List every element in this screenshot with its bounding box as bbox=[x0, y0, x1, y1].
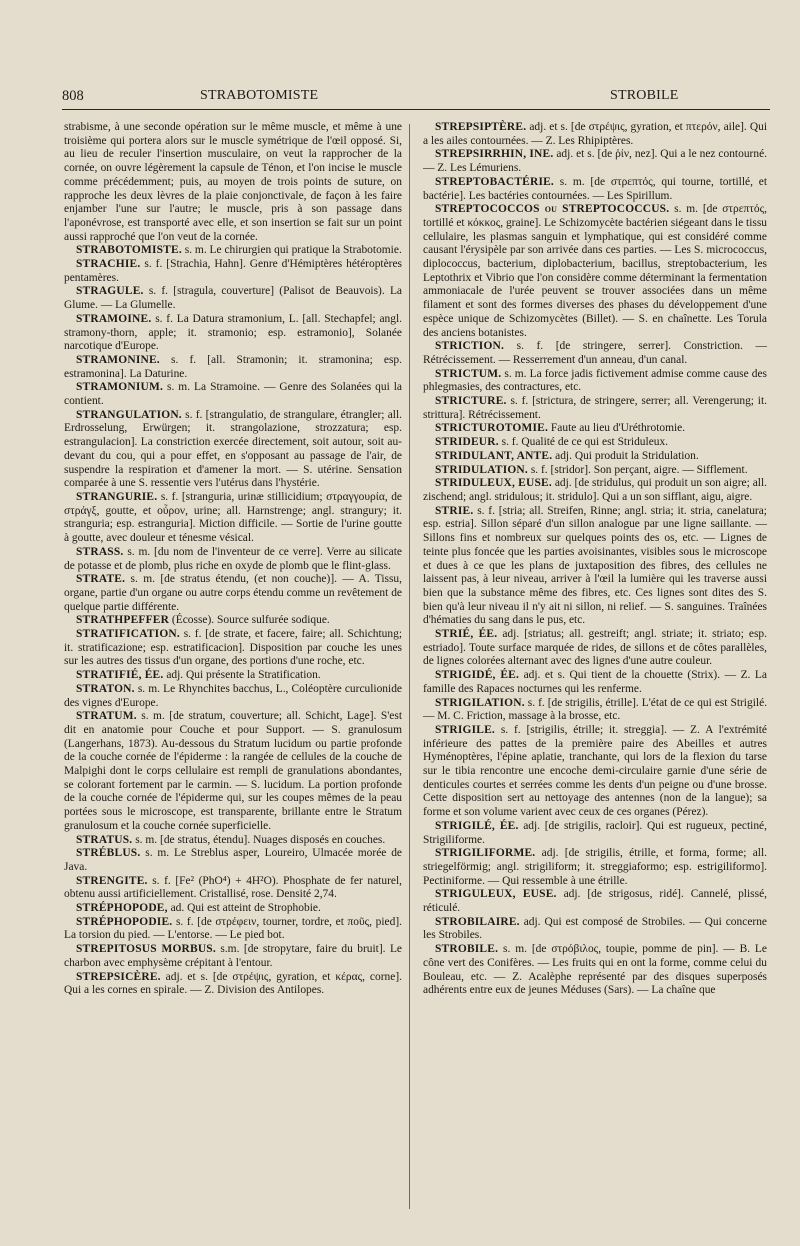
dictionary-entry bbox=[423, 340, 767, 367]
entry-text: (Écosse). Source sulfurée sodique. bbox=[171, 614, 330, 627]
dictionary-entry bbox=[423, 505, 767, 628]
entry-headword: STRAGULE. bbox=[76, 285, 144, 298]
entry-text: s. f. [strigilis, étrille; it. streggia]. — Z. A l'extrémité inférieure des pattes de la première paire des Abeilles et autres Hyménoptères, l'épine aplatie, tranchante, qui lors de la flexion du tarse sur le tibia rencontre une encoche demi-circulaire garnie d'une série de denticules courtes et serrées comme les dents d'un peigne ou d'une brosse. Cette disposition sert au nettoyage des antennes (non de la langue); sa forme et son volume varient avec ceux de ces organes (Pérez). bbox=[423, 723, 768, 819]
entry-text: adj. Qui présente la Stratification. bbox=[166, 669, 321, 682]
dictionary-entry bbox=[64, 409, 402, 491]
dictionary-entry bbox=[64, 121, 402, 244]
entry-text: s. f. [stria; all. Streifen, Rinne; angl. stria; it. stria, canelatura; esp. estria]. Sillon séparé d'un sillon analogue par une ligne saillante. — Sillons fins et nombreux sur quelques points des os, etc. — Lignes de teinte plus foncée que les parties avoisinantes, visibles sous le microscope et dues à ce que les plans de juxtaposition des fibres, des cellules ne laissent pas, à leur niveau, arriver à l'œil la lumière qui les traverse aussi bien que la substance même des fibres, etc. Ces lignes sont dites des S. bien qu'à leur niveau il n'y ait ni sillon, ni relief. — S. sanguines. Traînées d'hématies du sang dans le pus, etc. bbox=[423, 504, 767, 627]
dictionary-entry bbox=[423, 176, 767, 203]
entry-text: s. f. [Fe² (PhO⁴) + 4H²O). Phosphate de fer naturel, obtenu aussi artificiellement. Cristallisé, rose. Densité 2,74. bbox=[64, 874, 402, 901]
entry-headword: STRIGILIFORME. bbox=[435, 847, 536, 860]
right-column bbox=[423, 121, 767, 998]
entry-text: s. m. [du nom de l'inventeur de ce verre]. Verre au silicate de potasse et de plomb, plus riche en oxyde de plomb que le flint-glass. bbox=[64, 545, 402, 572]
dictionary-entry bbox=[64, 244, 402, 258]
entry-headword: STRENGITE. bbox=[76, 874, 148, 887]
entry-headword: STRICTURE. bbox=[435, 395, 507, 408]
dictionary-entry bbox=[64, 943, 402, 970]
dictionary-entry bbox=[64, 683, 402, 710]
entry-headword: STRIDEUR. bbox=[435, 436, 499, 449]
entry-headword: STRATON. bbox=[76, 682, 135, 695]
entry-text: s. f. [stragula, couverture] (Palisot de Beauvois). La Glume. — La Glumelle. bbox=[64, 285, 403, 312]
entry-headword: STRANGULATION. bbox=[76, 408, 182, 421]
dictionary-entry bbox=[423, 724, 767, 820]
dictionary-entry bbox=[64, 381, 402, 408]
entry-headword: STRIGIDÉ, ÉE. bbox=[435, 669, 520, 682]
entry-headword: STRABOTOMISTE. bbox=[76, 244, 182, 257]
dictionary-entry bbox=[64, 834, 402, 848]
entry-headword: STRIGILATION. bbox=[435, 696, 525, 709]
entry-headword: STREPSICÈRE. bbox=[76, 970, 161, 983]
running-head-left: STRABOTOMISTE bbox=[200, 88, 319, 103]
entry-headword: STRAMOINE. bbox=[76, 312, 152, 325]
dictionary-entry bbox=[423, 820, 767, 847]
entry-text: s. m. La force jadis fictivement admise comme cause des phlegmasies, des contractures, etc. bbox=[423, 367, 768, 394]
entry-headword: STRATIFIÉ, ÉE. bbox=[76, 669, 164, 682]
entry-headword: STRAMONINE. bbox=[76, 353, 160, 366]
entry-text: adj. [de strigilis, étrille, et forma, forme; all. striegelförmig; angl. strigiliform; it. streggiaformo; esp. estrigiliformo]. Pectiniforme. — Qui ressemble à une étrille. bbox=[423, 847, 767, 887]
entry-headword: STRATIFICATION. bbox=[76, 628, 180, 641]
entry-text: s. m. Le Rhynchites bacchus, L., Coléoptère curculionide des vignes d'Europe. bbox=[64, 682, 402, 709]
entry-text: s. m. [de στρεπτός, tortillé et κόκκος, graine]. Le Schizomycète bactérien siégeant dans le tissu cellulaire, les plasmas sanguin et lymphatique, qui est considéré comme causant l'érysipèle par son arrivée dans ces parties. — Les S. micrococcus, diplococcus, bacterium, diplobacterium, bacillus, streptobacterium, les Leptothrix et Vibrio que l'on considère comme déterminant la fermentation ammoniacale de l'urée peuvent se trouver associées dans un même filament et sont des formes diverses des phases du développement d'une espèce unique de Schizomycètes (Billet). — S. en chaînette. Les Torula des anciens botanistes. bbox=[423, 203, 768, 339]
entry-text: s. f. [strangulatio, de strangulare, étrangler; all. Erdrosselung, Erwürgen; it. strangolazione, strozzatura; esp. estrangulacion]. La constriction exercée directement, soit autour, soit au-devant du cou, qui a pour effet, en s'opposant au passage de l'air, de suspendre la respiration et d'amener la mort. — S. utérine. Sensation comparée à une S. ressentie vers l'utérus dans l'hystérie. bbox=[64, 408, 403, 490]
entry-text: adj. Qui produit la Stridulation. bbox=[555, 449, 699, 462]
entry-text: adj. Qui est composé de Strobiles. — Qui concerne les Strobiles. bbox=[423, 915, 768, 942]
entry-text: s. f. [stranguria, urinæ stillicidium; στραγγουρία, de στράγξ, goutte, et οὖρον, urine; all. Harnstrenge; angl. strangury; it. stranguria; esp. estranguria]. Miction difficile. — Sortie de l'urine goutte à goutte, avec douleur et ténesme vésical. bbox=[64, 490, 402, 545]
entry-headword: STRIDULEUX, EUSE. bbox=[435, 477, 552, 490]
dictionary-entry bbox=[423, 464, 767, 478]
entry-text: s. m. [de stratum, couverture; all. Schicht, Lage]. S'est dit en anatomie pour Couche et pour Support. — S. granulosum (Langerhans, 1873). Au-dessous du Stratum lucidum ou partie profonde de la couche cornée de l'épiderme : la rangée de cellules de la couche de Malpighi dont le corps cellulaire est rempli de granulations abondantes, se colorant fortement par le carmin. — S. lucidum. La portion profonde de la couche cornée de l'épiderme qui, sur les coupes mêmes de la peau portées sous le microscope, est transparente, brillante entre le Stratum granulosum et la couche cornée superficielle. bbox=[64, 710, 403, 832]
entry-headword: STREPTOBACTÉRIE. bbox=[435, 175, 554, 188]
entry-headword: STROBILE. bbox=[435, 943, 499, 956]
dictionary-entry bbox=[423, 450, 767, 464]
column-divider bbox=[409, 124, 410, 1209]
entry-headword: STRIDULANT, ANTE. bbox=[435, 449, 553, 462]
entry-headword: STRATHPEFFER bbox=[76, 614, 170, 627]
dictionary-entry bbox=[64, 258, 402, 285]
dictionary-entry bbox=[64, 313, 402, 354]
entry-text: s. m. [de στρόβιλος, toupie, pomme de pin]. — B. Le cône vert des Conifères. — Les fruits qui en ont la forme, comme celui du Bouleau, etc. — Z. Acalèphe représenté par des disques superposés adhérents entre eux de jeunes Méduses (Sars). — La chaîne que bbox=[423, 943, 767, 997]
dictionary-entry bbox=[423, 148, 767, 175]
entry-text: Faute au lieu d'Uréthrotomie. bbox=[550, 422, 686, 435]
entry-text: adj. et s. [de στρέψις, gyration, et πτερόν, aile]. Qui a les ailes contournées. — Z. Les Rhipiptères. bbox=[423, 121, 767, 147]
dictionary-entry bbox=[423, 422, 767, 436]
dictionary-entry bbox=[423, 203, 767, 340]
entry-text: s. m. [de stratus, étendu]. Nuages disposés en couches. bbox=[135, 833, 386, 846]
dictionary-entry bbox=[423, 368, 767, 395]
entry-text: adj. [de strigilis, racloir]. Qui est rugueux, pectiné, Strigiliforme. bbox=[423, 819, 767, 846]
entry-headword: STRICTUM. bbox=[435, 367, 502, 380]
entry-headword: STRIDULATION. bbox=[435, 463, 528, 476]
dictionary-entry bbox=[423, 916, 767, 943]
entry-text: adj. [de strigosus, ridé]. Cannelé, plissé, réticulé. bbox=[423, 888, 768, 915]
entry-headword: STREPTOCOCCOS ou STREPTOCOCCUS. bbox=[435, 203, 670, 216]
dictionary-entry bbox=[423, 628, 767, 669]
entry-headword: STRATE. bbox=[76, 573, 126, 586]
entry-text: s. m. [de stratus étendu, (et non couche)]. — A. Tissu, organe, partie d'un organe ou autre corps étendu comme un revêtement de quelque partie différente. bbox=[64, 573, 403, 613]
header-rule bbox=[62, 109, 770, 110]
dictionary-entry bbox=[423, 697, 767, 724]
dictionary-entry bbox=[423, 943, 767, 998]
dictionary-entry bbox=[423, 888, 767, 915]
entry-headword: STRÉPHOPODIE. bbox=[76, 915, 173, 928]
entry-headword: STRICTUROTOMIE. bbox=[435, 422, 549, 435]
page-number: 808 bbox=[62, 88, 84, 104]
entry-headword: STRANGURIE. bbox=[76, 490, 158, 503]
entry-text: s. m. Le chirurgien qui pratique la Strabotomie. bbox=[184, 244, 402, 257]
entry-text: s. m. Le Streblus asper, Loureiro, Ulmacée morée de Java. bbox=[64, 847, 402, 873]
entry-text: s. f. [de στρέφειν, tourner, tordre, et ποῦς, pied]. La torsion du pied. — L'entorse. — Le pied bot. bbox=[64, 915, 403, 942]
entry-headword: STRIE. bbox=[435, 504, 474, 517]
entry-headword: STREPSIPTÈRE. bbox=[435, 121, 527, 133]
entry-text: strabisme, à une seconde opération sur le même muscle, et même à une troisième qui portera alors sur le muscle symétrique de l'œil opposé. Si, au lieu de reculer l'insertion musculaire, on veut la rapprocher de la cornée, on ouvre légèrement la capsule de Ténon, et l'on incise le muscle comme précédemment; puis, au moyen de trois points de suture, on rapproche les deux lèvres de la plaie conjonctivale, de façon à les faire enjamber l'une sur l'autre; le muscle, pris à son passage dans l'aponévrose, est transporté avec elle, et son insertion se fait sur un point aussi rapproché que l'on veut de la cornée. bbox=[64, 121, 402, 243]
entry-text: s. f. La Datura stramonium, L. [all. Stechapfel; angl. stramony-thorn, apple; it. stramonio; esp. estramonio], Solanée narcotique d'Europe. bbox=[64, 312, 402, 353]
dictionary-entry bbox=[64, 971, 402, 998]
entry-text: s. f. [strictura, de stringere, serrer; all. Verengerung; it. strittura]. Rétrécissement. bbox=[423, 395, 768, 421]
dictionary-entry bbox=[423, 477, 767, 504]
entry-headword: STREPSIRRHIN, INE. bbox=[435, 148, 554, 161]
entry-text: s. m. La Stramoine. — Genre des Solanées qui la contient. bbox=[64, 381, 402, 408]
entry-headword: STRIGULEUX, EUSE. bbox=[435, 888, 557, 901]
entry-headword: STRATUS. bbox=[76, 833, 133, 846]
page-header bbox=[62, 88, 770, 106]
dictionary-entry bbox=[64, 573, 402, 614]
entry-text: adj. et s. [de στρέψις, gyration, et κέρας, corne]. Qui a les cornes en spirale. — Z. Division des Antilopes. bbox=[64, 970, 402, 997]
dictionary-entry bbox=[64, 916, 402, 943]
entry-headword: STRÉPHOPODE, bbox=[76, 902, 168, 915]
entry-text: ad. Qui est atteint de Strophobie. bbox=[170, 902, 321, 915]
dictionary-entry bbox=[64, 710, 402, 833]
entry-text: s. f. [all. Stramonin; it. stramonina; esp. estramonina]. La Daturine. bbox=[64, 353, 403, 380]
entry-text: adj. [de stridulus, qui produit un son aigre; all. zischend; angl. stridulous; it. stridulo]. Qui a un son sifflant, aigu, aigre. bbox=[423, 477, 768, 503]
dictionary-entry bbox=[64, 285, 402, 312]
entry-text: adj. [striatus; all. gestreift; angl. striate; it. striato; esp. estriado]. Toute surface marquée de rides, de sillons et de côtes parallèles, de lignes colorées alternant avec des lignes d'une autre couleur. bbox=[423, 628, 768, 668]
entry-headword: STRÉBLUS. bbox=[76, 847, 141, 860]
entry-headword: STRATUM. bbox=[76, 710, 137, 723]
dictionary-entry bbox=[64, 614, 402, 628]
left-column bbox=[64, 121, 402, 998]
entry-headword: STRACHIE. bbox=[76, 258, 141, 271]
entry-text: adj. et s. Qui tient de la chouette (Strix). — Z. La famille des Rapaces nocturnes qui les renferme. bbox=[423, 669, 768, 695]
entry-text: s. m. [de στρεπτός, qui tourne, tortillé, et bactérie]. Les bactéries contournées. — Les Spirillum. bbox=[423, 175, 767, 202]
dictionary-entry bbox=[64, 902, 402, 916]
entry-headword: STRIGILÉ, ÉE. bbox=[435, 819, 519, 832]
dictionary-entry bbox=[64, 847, 402, 874]
entry-headword: STRASS. bbox=[76, 545, 124, 558]
running-head-right: STROBILE bbox=[610, 88, 679, 103]
dictionary-entry bbox=[64, 875, 402, 902]
dictionary-entry bbox=[64, 354, 402, 381]
dictionary-entry bbox=[64, 546, 402, 573]
entry-headword: STREPITOSUS MORBUS. bbox=[76, 943, 216, 956]
entry-text: s. f. [Strachia, Hahn]. Genre d'Hémiptères hétéroptères pentamères. bbox=[64, 258, 403, 284]
entry-headword: STRICTION. bbox=[435, 340, 505, 353]
dictionary-entry bbox=[64, 628, 402, 669]
entry-text: s. f. Qualité de ce qui est Striduleux. bbox=[501, 436, 669, 449]
dictionary-entry bbox=[423, 436, 767, 450]
dictionary-entry bbox=[423, 847, 767, 888]
dictionary-entry bbox=[423, 669, 767, 696]
entry-text: s. f. [de stringere, serrer]. Constriction. — Rétrécissement. — Resserrement d'un anneau, d'un canal. bbox=[423, 340, 767, 366]
entry-text: s. f. [de strate, et facere, faire; all. Schichtung; it. stratificazione; esp. estratificacion]. Disposition par couche les unes sur les autres des tissus d'un organe, des portions d'une roche, etc. bbox=[64, 628, 402, 668]
entry-headword: STRIGILE. bbox=[435, 723, 495, 736]
entry-text: s.m. [de stropytare, faire du bruit]. Le charbon avec emphysème crépitant à l'entour. bbox=[64, 943, 403, 969]
entry-headword: STRIÉ, ÉE. bbox=[435, 628, 498, 641]
dictionary-entry bbox=[64, 491, 402, 546]
dictionary-entry bbox=[423, 395, 767, 422]
entry-text: s. f. [de strigilis, étrille]. L'état de ce qui est Strigilé. — M. C. Friction, massage à la brosse, etc. bbox=[423, 696, 768, 723]
entry-text: adj. et s. [de ῥίν, nez]. Qui a le nez contourné. — Z. Les Lémuriens. bbox=[423, 148, 768, 175]
entry-headword: STROBILAIRE. bbox=[435, 915, 520, 928]
dictionary-entry bbox=[423, 121, 767, 148]
entry-text: s. f. [stridor]. Son perçant, aigre. — Sifflement. bbox=[530, 463, 748, 476]
entry-headword: STRAMONIUM. bbox=[76, 381, 164, 394]
dictionary-entry bbox=[64, 669, 402, 683]
